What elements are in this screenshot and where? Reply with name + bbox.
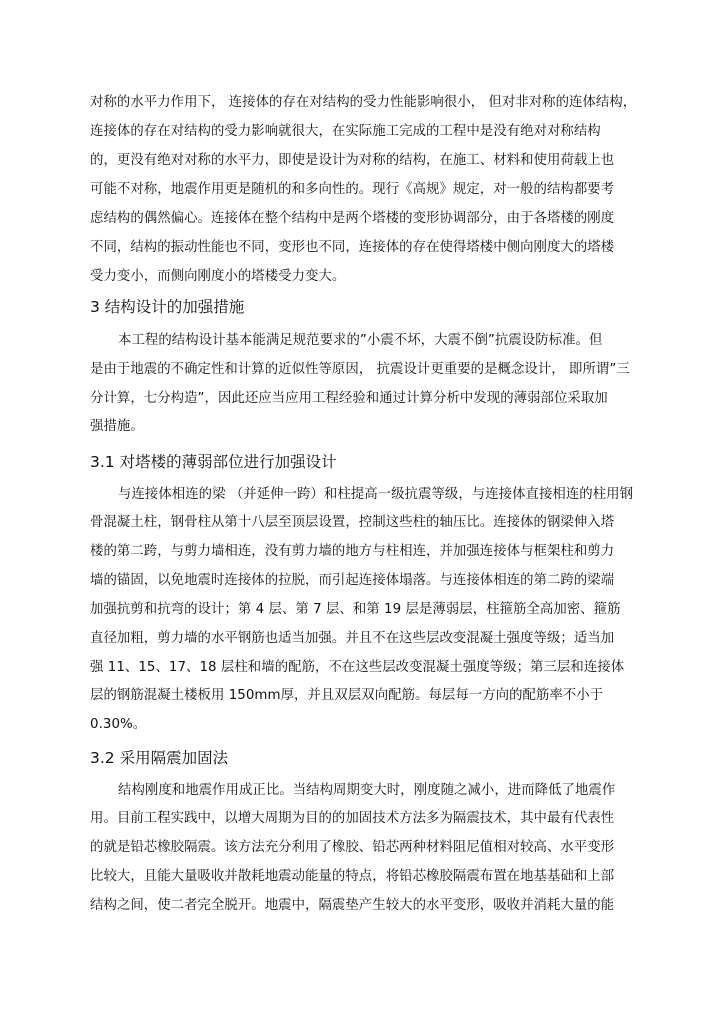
section-heading: 3 结构设计的加强措施 [90,298,245,316]
text-line: 的就是铅芯橡胶隔震。该方法充分利用了橡胶、铅芯两种材料阻尼值相对较高、水平变形 [90,840,615,855]
text-line: 本工程的结构设计基本能满足规范要求的”小震不坏，大震不倒”抗震设防标准。但 [118,333,603,348]
text-line: 用。目前工程实践中，以增大周期为目的的加固技术方法多为隔震技术，其中最有代表性 [90,811,615,826]
text-line: 受力变小，而侧向刚度小的塔楼受力变大。 [90,269,346,284]
text-line: 与连接体相连的梁 （并延伸一跨）和柱提高一级抗震等级，与连接体直接相连的柱用钢 [118,487,634,502]
text-line: 墙的锚固，以免地震时连接体的拉脱，而引起连接体塌落。与连接体相连的第二跨的梁端 [90,573,615,588]
text-line: 结构之间，使二者完全脱开。地震中，隔震垫产生较大的水平变形，吸收并消耗大量的能 [90,898,615,913]
text-line: 对称的水平力作用下， 连接体的存在对结构的受力性能影响很小， 但对非对称的连体结构， [90,95,637,110]
text-line: 是由于地震的不确定性和计算的近似性等原因， 抗震设计更重要的是概念设计， 即所谓”三 [90,362,630,377]
text-line: 楼的第二跨，与剪力墙相连，没有剪力墙的地方与柱相连，并加强连接体与框架柱和剪力 [90,544,615,559]
text-line: 强措施。 [90,419,144,434]
text-line: 0.30%。 [90,717,147,732]
text-line: 分计算，七分构造”，因此还应当应用工程经验和通过计算分析中发现的薄弱部位采取加 [90,391,608,406]
text-line: 强 11、15、17、18 层柱和墙的配筋，不在这些层改变混凝土强度等级；第三层和连接体 [90,660,625,675]
subsection-heading: 3.2 采用隔震加固法 [90,749,229,767]
text-line: 不同，结构的振动性能也不同，变形也不同，连接体的存在使得塔楼中侧向刚度大的塔楼 [90,240,615,255]
subsection-heading: 3.1 对塔楼的薄弱部位进行加强设计 [90,453,337,471]
text-line: 可能不对称，地震作用更是随机的和多向性的。现行《高规》规定，对一般的结构都要考 [90,182,615,197]
text-line: 比较大，且能大量吸收并散耗地震动能量的特点，将铅芯橡胶隔震布置在地基基础和上部 [90,869,615,884]
text-line: 加强抗剪和抗弯的设计；第 4 层、第 7 层、和第 19 层是薄弱层，柱箍筋全高加密、箍筋 [90,602,621,617]
text-line: 结构刚度和地震作用成正比。当结构周期变大时，刚度随之减小，进而降低了地震作 [118,783,616,798]
text-line: 骨混凝土柱，钢骨柱从第十八层至顶层设置，控制这些柱的轴压比。连接体的钢梁伸入塔 [90,515,615,530]
text-line: 连接体的存在对结构的受力影响就很大，在实际施工完成的工程中是没有绝对对称结构 [90,124,601,139]
text-line: 直径加粗，剪力墙的水平钢筋也适当加强。并且不在这些层改变混凝土强度等级；适当加 [90,631,615,646]
text-line: 的，更没有绝对对称的水平力，即使是设计为对称的结构，在施工、材料和使用荷载上也 [90,153,615,168]
text-line: 层的钢筋混凝土楼板用 150mm厚，并且双层双向配筋。每层每一方向的配筋率不小于 [90,688,604,703]
text-line: 虑结构的偶然偏心。连接体在整个结构中是两个塔楼的变形协调部分，由于各塔楼的刚度 [90,211,615,226]
